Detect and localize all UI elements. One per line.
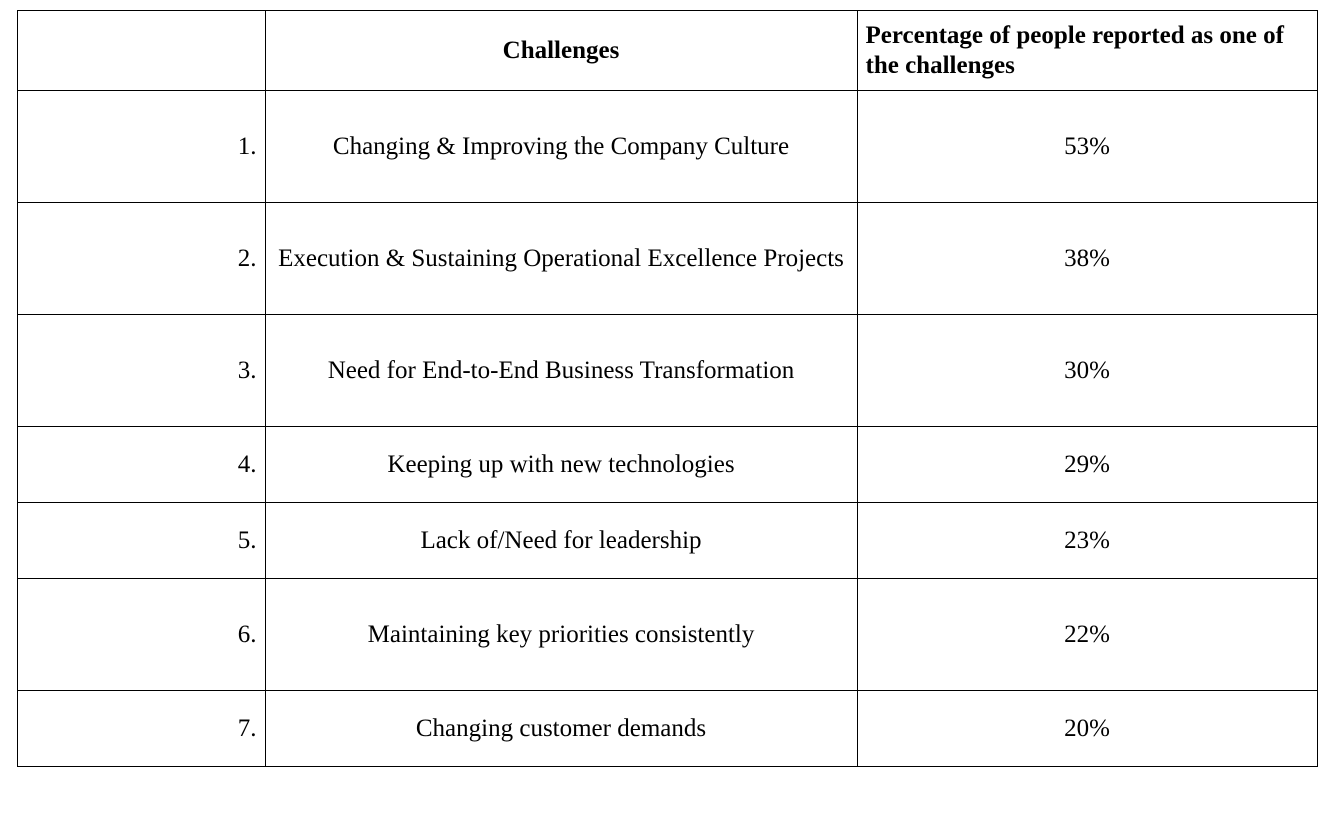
table-row: [17, 91, 1317, 203]
table-row: [17, 203, 1317, 315]
row-percentage: 22%: [857, 579, 1317, 691]
column-header-challenges: Challenges: [265, 11, 857, 91]
table-row: [17, 579, 1317, 691]
table-row: [17, 503, 1317, 579]
row-challenge: Changing & Improving the Company Culture: [265, 91, 857, 203]
row-percentage: 53%: [857, 91, 1317, 203]
row-percentage: 30%: [857, 315, 1317, 427]
row-index: 4.: [17, 427, 265, 503]
row-index: 5.: [17, 503, 265, 579]
row-challenge: Maintaining key priorities consistently: [265, 579, 857, 691]
table-row: [17, 315, 1317, 427]
table-row: [17, 427, 1317, 503]
row-index: 1.: [17, 91, 265, 203]
row-percentage: 20%: [857, 691, 1317, 767]
row-percentage: 29%: [857, 427, 1317, 503]
row-challenge: Lack of/Need for leadership: [265, 503, 857, 579]
row-index: 7.: [17, 691, 265, 767]
row-challenge: Need for End-to-End Business Transformation: [265, 315, 857, 427]
row-percentage: 23%: [857, 503, 1317, 579]
table-header: [17, 11, 1317, 91]
column-header-percentage: Percentage of people reported as one of the challenges: [857, 11, 1317, 91]
table-row: [17, 691, 1317, 767]
row-challenge: Keeping up with new technologies: [265, 427, 857, 503]
row-index: 2.: [17, 203, 265, 315]
row-index: 6.: [17, 579, 265, 691]
row-percentage: 38%: [857, 203, 1317, 315]
row-index: 3.: [17, 315, 265, 427]
column-header-index: [17, 11, 265, 91]
challenges-table: [17, 10, 1318, 767]
row-challenge: Execution & Sustaining Operational Excellence Projects: [265, 203, 857, 315]
table-header-row: [17, 11, 1317, 91]
row-challenge: Changing customer demands: [265, 691, 857, 767]
table-body: [17, 91, 1317, 767]
